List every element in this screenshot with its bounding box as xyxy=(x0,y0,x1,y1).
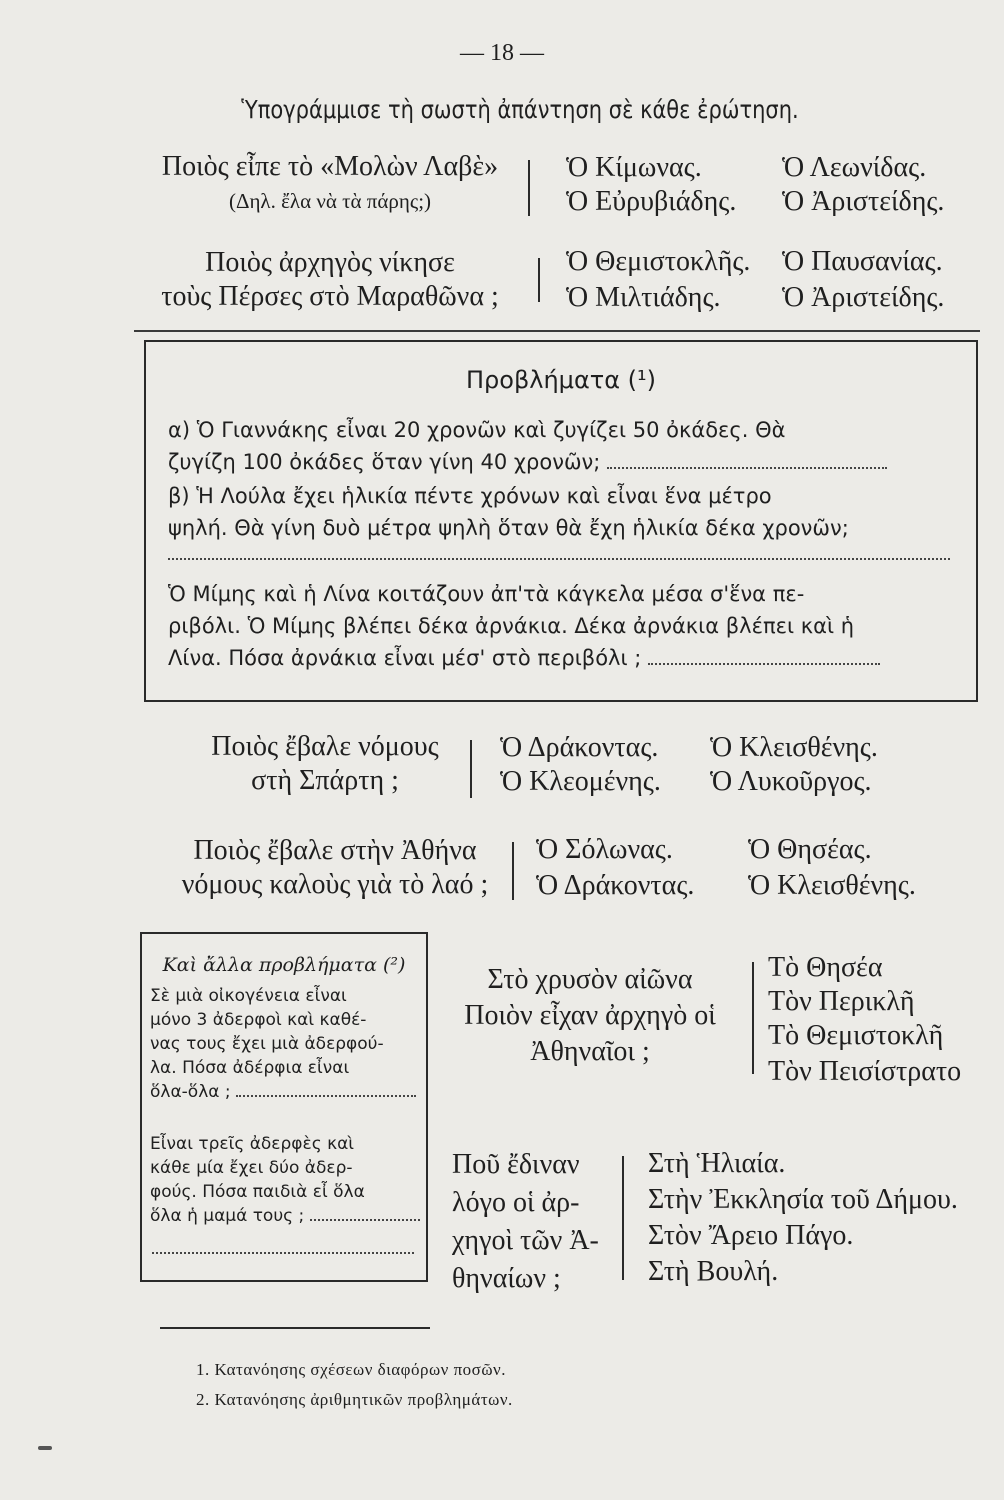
q1-option-4[interactable]: Ὁ Ἀριστείδης. xyxy=(782,186,945,217)
q1-option-1[interactable]: Ὁ Κίμωνας. xyxy=(566,152,702,183)
other-problem-2-line-3: φούς. Πόσα παιδιὰ εἶ ὅλα xyxy=(150,1182,365,1202)
q2-option-4[interactable]: Ὁ Ἀριστείδης. xyxy=(782,282,945,313)
other-problems-title: Καὶ ἄλλα προβλήματα (²) xyxy=(162,954,406,976)
q5-option-1[interactable]: Τὸ Θησέα xyxy=(768,952,883,983)
question-5-line-2: Ποιὸν εἶχαν ἀρχηγὸ οἱ xyxy=(464,1000,716,1031)
page-number: — 18 — xyxy=(460,40,544,66)
problem-line-4: ψηλή. Θὰ γίνη δυὸ μέτρα ψηλὴ ὅταν θὰ ἔχη ἡλικία δέκα χρονῶν; xyxy=(168,516,849,540)
problem-line-2 xyxy=(168,450,887,474)
problems-title: Προβλήματα (¹) xyxy=(465,366,657,394)
answer-blank[interactable] xyxy=(607,467,887,469)
question-2-line-2: τοὺς Πέρσες στὸ Μαραθῶνα ; xyxy=(161,281,499,312)
other-problem-1-line-1: Σὲ μιὰ οἰκογένεια εἶναι xyxy=(150,986,347,1006)
q4-option-2[interactable]: Ὁ Δράκοντας. xyxy=(536,870,695,901)
answer-blank[interactable] xyxy=(310,1219,420,1221)
q6-option-3[interactable]: Στὸν Ἄρειο Πάγο. xyxy=(648,1220,854,1251)
question-6-line-1: Ποῦ ἔδιναν xyxy=(452,1149,580,1180)
q5-option-3[interactable]: Τὸ Θεμιστοκλῆ xyxy=(768,1020,944,1051)
footnote-2: 2. Κατανόησης ἀριθμητικῶν προβλημάτων. xyxy=(196,1390,513,1409)
problem-line-7 xyxy=(168,646,880,670)
q1-option-2[interactable]: Ὁ Εὐρυβιάδης. xyxy=(566,186,737,217)
question-2-line-1: Ποιὸς ἀρχηγὸς νίκησε xyxy=(205,247,455,278)
q6-option-2[interactable]: Στὴν Ἐκκλησία τοῦ Δήμου. xyxy=(648,1184,958,1215)
question-6-line-4: θηναίων ; xyxy=(452,1263,561,1294)
question-1 xyxy=(130,150,530,218)
other-problems-box xyxy=(140,932,428,1282)
question-4 xyxy=(160,834,510,902)
question-3 xyxy=(180,730,470,798)
q4-option-4[interactable]: Ὁ Κλεισθένης. xyxy=(748,870,916,901)
page-heading: Ὑπογράμμισε τὴ σωστὴ ἀπάντηση σὲ κάθε ἐρώτηση. xyxy=(241,95,799,124)
ink-speck xyxy=(38,1446,52,1450)
q1-option-3[interactable]: Ὁ Λεωνίδας. xyxy=(782,152,927,183)
q4-option-1[interactable]: Ὁ Σόλωνας. xyxy=(536,834,673,865)
problem-line-2-text: ζυγίζη 100 ὀκάδες ὅταν γίνη 40 χρονῶν; xyxy=(168,450,601,474)
question-1-line-1: Ποιὸς εἶπε τὸ «Μολὼν Λαβὲ» xyxy=(161,151,499,182)
problem-line-7-text: Λίνα. Πόσα ἀρνάκια εἶναι μέσ' στὸ περιβόλι ; xyxy=(168,646,642,670)
other-problem-2-line-4-text: ὅλα ἡ μαμά τους ; xyxy=(150,1206,305,1226)
question-4-line-1: Ποιὸς ἔβαλε στὴν Ἀθήνα xyxy=(193,835,477,866)
question-3-line-1: Ποιὸς ἔβαλε νόμους xyxy=(211,731,439,762)
other-problem-1-line-2: μόνο 3 ἀδερφοὶ καὶ καθέ- xyxy=(150,1010,367,1030)
answer-blank[interactable] xyxy=(236,1095,416,1097)
footnote-1: 1. Κατανόησης σχέσεων διαφόρων ποσῶν. xyxy=(196,1360,506,1379)
q2-option-2[interactable]: Ὁ Μιλτιάδης. xyxy=(566,282,721,313)
q6-option-4[interactable]: Στὴ Βουλή. xyxy=(648,1256,779,1287)
question-1-line-2: (Δηλ. ἔλα νὰ τὰ πάρης;) xyxy=(228,189,432,213)
brace-bar xyxy=(538,258,540,302)
other-problem-2-line-2: κάθε μία ἔχει δύο ἀδερ- xyxy=(150,1158,353,1178)
other-problem-2-line-1: Εἶναι τρεῖς ἀδερφὲς καὶ xyxy=(150,1134,355,1154)
other-problem-2-line-4 xyxy=(150,1206,420,1226)
question-6 xyxy=(452,1146,642,1298)
other-problem-1-line-5-text: ὅλα-ὅλα ; xyxy=(150,1082,231,1102)
other-problem-1-line-4: λα. Πόσα ἀδέρφια εἶναι xyxy=(150,1058,350,1078)
q3-option-4[interactable]: Ὁ Λυκοῦργος. xyxy=(710,766,872,797)
other-problem-1-line-5 xyxy=(150,1082,416,1102)
brace-bar xyxy=(470,740,472,798)
q2-option-1[interactable]: Ὁ Θεμιστοκλῆς. xyxy=(566,246,751,277)
q2-option-3[interactable]: Ὁ Παυσανίας. xyxy=(782,246,943,277)
brace-bar xyxy=(622,1156,624,1280)
question-5 xyxy=(440,962,740,1070)
answer-blank[interactable] xyxy=(648,663,880,665)
problem-line-1: α) Ὁ Γιαννάκης εἶναι 20 χρονῶν καὶ ζυγίζει 50 ὀκάδες. Θὰ xyxy=(168,418,786,442)
question-5-line-3: Ἀθηναῖοι ; xyxy=(530,1036,650,1067)
question-2 xyxy=(120,246,540,314)
question-3-line-2: στὴ Σπάρτη ; xyxy=(251,765,399,796)
q4-option-3[interactable]: Ὁ Θησέας. xyxy=(748,834,872,865)
brace-bar xyxy=(528,160,530,216)
question-6-line-3: χηγοὶ τῶν Ἀ- xyxy=(452,1225,599,1256)
question-4-line-2: νόμους καλοὺς γιὰ τὸ λαό ; xyxy=(181,869,489,900)
q3-option-2[interactable]: Ὁ Κλεομένης. xyxy=(500,766,661,797)
q5-option-4[interactable]: Τὸν Πεισίστρατο xyxy=(768,1056,962,1087)
other-problem-1-line-3: νας τους ἔχει μιὰ ἀδερφού- xyxy=(150,1034,384,1054)
question-6-line-2: λόγο οἱ ἀρ- xyxy=(452,1187,580,1218)
brace-bar xyxy=(752,962,754,1074)
problem-line-3: β) Ἡ Λούλα ἔχει ἡλικία πέντε χρόνων καὶ εἶναι ἕνα μέτρο xyxy=(168,484,772,508)
q5-option-2[interactable]: Τὸν Περικλῆ xyxy=(768,986,915,1017)
problem-line-6: ριβόλι. Ὁ Μίμης βλέπει δέκα ἀρνάκια. Δέκα ἀρνάκια βλέπει καὶ ἡ xyxy=(168,614,855,638)
question-5-line-1: Στὸ χρυσὸν αἰῶνα xyxy=(487,964,693,995)
problems-box xyxy=(144,340,978,702)
answer-blank[interactable] xyxy=(152,1252,414,1254)
q6-option-1[interactable]: Στὴ Ἡλιαία. xyxy=(648,1148,786,1179)
footnote-rule xyxy=(160,1327,430,1329)
answer-blank[interactable] xyxy=(168,558,950,560)
brace-bar xyxy=(512,842,514,900)
box-top-rule xyxy=(134,330,980,332)
q3-option-3[interactable]: Ὁ Κλεισθένης. xyxy=(710,732,878,763)
problem-line-5: Ὁ Μίμης καὶ ἡ Λίνα κοιτάζουν ἀπ'τὰ κάγκελα μέσα σ'ἕνα πε- xyxy=(168,582,805,606)
q3-option-1[interactable]: Ὁ Δράκοντας. xyxy=(500,732,659,763)
